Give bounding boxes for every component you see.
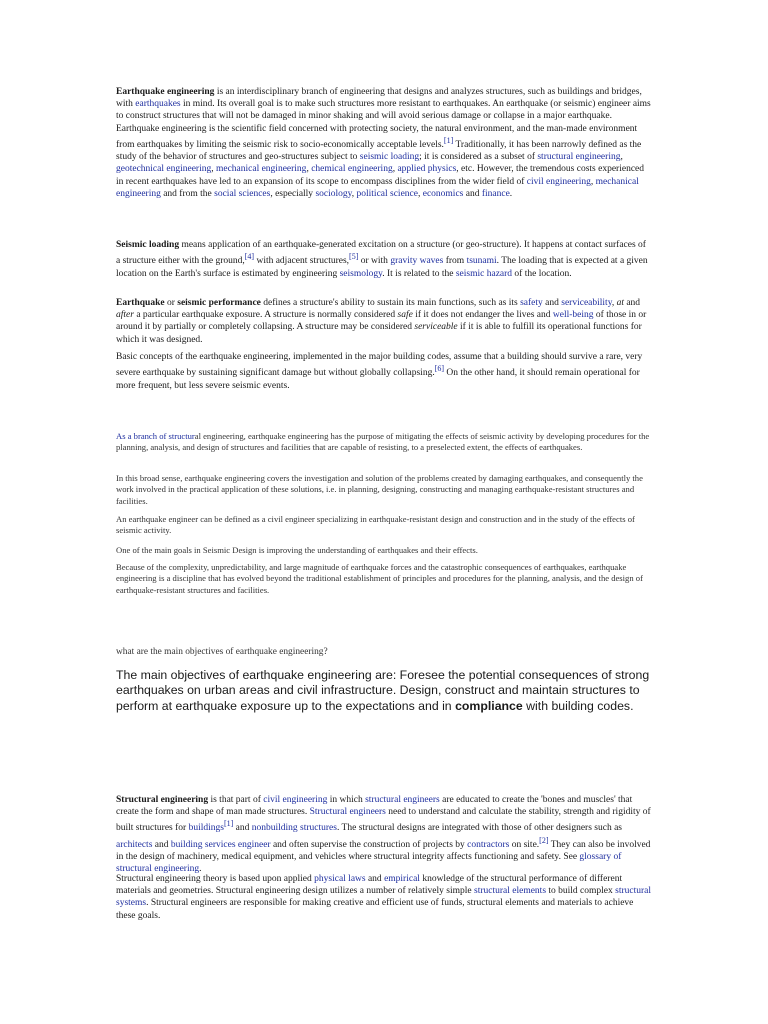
link-structural-elements[interactable]: structural elements [474, 886, 547, 897]
link-tsunami[interactable]: tsunami [466, 256, 497, 267]
link-gravity-waves[interactable]: gravity waves [390, 256, 444, 267]
link-buildings[interactable]: buildings [188, 823, 224, 834]
link-mechanical-engineering-2[interactable]: mechanical engineering [116, 176, 639, 199]
link-physical-laws[interactable]: physical laws [314, 874, 366, 884]
paragraph-branch-of-structural: As a branch of structural engineering, earthquake engineering has the purpose of mitigating the effects of seismic activity by developing procedures for the planning, analysis, and design of structures and facilities that are capable of resisting, to a preselected extent, the effects of earthquakes. [116, 431, 650, 453]
question-text: what are the main objectives of earthquake engineering? [116, 647, 328, 657]
reference-1-buildings[interactable]: [1] [223, 819, 234, 829]
link-social-sciences[interactable]: social sciences [214, 188, 271, 199]
link-earthquakes[interactable]: earthquakes [135, 99, 181, 110]
paragraph-seismic-loading: Seismic loading means application of an earthquake-generated excitation on a structure (or geo-structure). It happens at contact surfaces of a structure either with the ground,[4] with adjacent structures,[5] or with gravity waves from tsunami. The loading that is expected at a given location on the Earth's surface is estimated by engineering seismology. It is related to the seismic hazard of the location. [116, 240, 648, 279]
term-seismic-performance: seismic performance [177, 298, 261, 308]
link-glossary-structural-engineering[interactable]: glossary of structural engineering [116, 852, 622, 875]
reference-4[interactable]: [4] [244, 252, 255, 262]
link-sociology[interactable]: sociology [315, 188, 352, 199]
paragraph-basic-concepts: Basic concepts of the earthquake engineering, implemented in the major building codes, assume that a building should survive a rare, very severe earthquake by sustaining significant damage but without globally collapsing.[6] On the other hand, it should remain operational for more frequent, but less severe seismic events. [116, 352, 643, 391]
answer-text: The main objectives of earthquake engineering are: Foresee the potential consequences of strong earthquakes on urban areas and civil infrastructure. Design, construct and maintain structures to perform at earthquake exposure up to the expectations and in compliance with building codes. [116, 668, 650, 713]
link-seismic-loading[interactable]: seismic loading [359, 152, 420, 163]
reference-2[interactable]: [2] [539, 835, 549, 845]
link-seismology[interactable]: seismology [339, 268, 383, 279]
link-structural-engineering[interactable]: structural engineering [537, 152, 621, 163]
link-seismic-hazard[interactable]: seismic hazard [455, 268, 513, 279]
paragraph-seismic-design-goals: One of the main goals in Seismic Design is improving the understanding of earthquakes and their effects. [116, 545, 478, 555]
link-structural-engineers[interactable]: structural engineers [365, 795, 440, 805]
answer-bold-compliance: compliance [455, 698, 523, 713]
reference-5[interactable]: [5] [349, 252, 359, 262]
link-finance[interactable]: finance [481, 188, 510, 199]
paragraph-earthquake-engineering: Earthquake engineering is an interdisciplinary branch of engineering that designs and analyzes structures, such as buildings and bridges, with earthquakes in mind. Its overall goal is to make such structures more resistant to earthquakes. An earthquake (or seismic) engineer aims to construct structures that will not be damaged in minor shaking and will avoid serious damage or collapse in a major earthquake. Earthquake engineering is the scientific field concerned with protecting society, the natural environment, and the man-made environment from earthquakes by limiting the seismic risk to socio-economically acceptable levels.[1] Traditionally, it has been narrowly defined as the study of the behavior of structures and geo-structures subject to seismic loading; it is considered as a subset of structural engineering, geotechnical engineering, mechanical engineering, chemical engineering, applied physics, etc. However, the tremendous costs experienced in recent earthquakes have led to an expansion of its scope to encompass disciplines from the wider field of civil engineering, mechanical engineering and from the social sciences, especially sociology, political science, economics and finance. [116, 87, 651, 199]
link-branch-of-structural-engineering[interactable]: As a branch of structur [116, 431, 195, 441]
link-serviceability[interactable]: serviceability [561, 298, 612, 308]
link-mechanical-engineering[interactable]: mechanical engineering [215, 164, 307, 175]
paragraph-structural-theory: Structural engineering theory is based upon applied physical laws and empirical knowledge of the structural performance of different materials and geometries. Structural engineering design utilizes a number of relatively simple structural elements to build complex structural systems. Structural engineers are responsible for making creative and efficient use of funds, structural elements and materials to achieve these goals. [116, 874, 652, 921]
paragraph-structural-engineering: Structural engineering is that part of civil engineering in which structural engineers are educated to create the 'bones and muscles' that create the form and shape of man made structures. Structural engineers need to understand and calculate the stability, strength and rigidity of built structures for buildings[1] and nonbuilding structures. The structural designs are integrated with those of other designers such as architects and building services engineer and often supervise the construction of projects by contractors on site.[2] They can also be involved in the design of machinery, medical equipment, and vehicles where structural integrity affects functioning and safety. See glossary of structural engineering. [116, 795, 651, 875]
link-empirical[interactable]: empirical [384, 874, 420, 884]
link-safety[interactable]: safety [520, 298, 543, 308]
reference-1[interactable]: [1] [443, 135, 454, 145]
link-civil-engineering-2[interactable]: civil engineering [263, 795, 328, 805]
term-seismic-loading: Seismic loading [116, 240, 180, 250]
link-structural-systems[interactable]: structural systems [116, 886, 652, 909]
term-earthquake-engineering: Earthquake engineering [116, 87, 215, 97]
paragraph-earthquake-engineer-definition: An earthquake engineer can be defined as a civil engineer specializing in earthquake-resistant design and construction and in the study of the effects of seismic activity. [116, 514, 635, 536]
paragraph-seismic-performance: Earthquake or seismic performance defines a structure's ability to sustain its main functions, such as its safety and serviceability, at and after a particular earthquake exposure. A structure is normally considered safe if it does not endanger the lives and well-being of those in or around it by partially or completely collapsing. A structure may be considered serviceable if it is able to fulfill its operational functions for which it was designed. [116, 298, 647, 345]
link-political-science[interactable]: political science [356, 188, 418, 199]
reference-6[interactable]: [6] [434, 364, 445, 374]
link-economics[interactable]: economics [422, 188, 464, 199]
term-earthquake: Earthquake [116, 298, 165, 308]
link-architects[interactable]: architects [116, 839, 153, 850]
link-well-being[interactable]: well-being [552, 310, 594, 321]
link-contractors[interactable]: contractors [467, 839, 510, 850]
term-structural-engineering: Structural engineering [116, 795, 209, 805]
link-geotechnical-engineering[interactable]: geotechnical engineering [116, 164, 212, 175]
paragraph-broad-sense: In this broad sense, earthquake engineering covers the investigation and solution of the problems created by damaging earthquakes, and consequently the work involved in the practical application of these solutions, i.e. in planning, designing, constructing and managing earthquake-resistant structures and facilities. [116, 473, 643, 506]
link-chemical-engineering[interactable]: chemical engineering [311, 164, 393, 175]
link-civil-engineering[interactable]: civil engineering [526, 176, 591, 187]
link-structural-engineers-2[interactable]: Structural engineers [309, 807, 386, 818]
link-nonbuilding-structures[interactable]: nonbuilding structures [251, 823, 337, 834]
paragraph-complexity: Because of the complexity, unpredictability, and large magnitude of earthquake forces and the catastrophic consequences of earthquakes, earthquake engineering is a discipline that has evolved beyond the traditional establishment of principles and procedures for the planning, analysis, and the design of earthquake-resistant structures and facilities. [116, 562, 643, 595]
link-applied-physics[interactable]: applied physics [397, 164, 457, 175]
link-building-services-engineer[interactable]: building services engineer [170, 839, 271, 850]
